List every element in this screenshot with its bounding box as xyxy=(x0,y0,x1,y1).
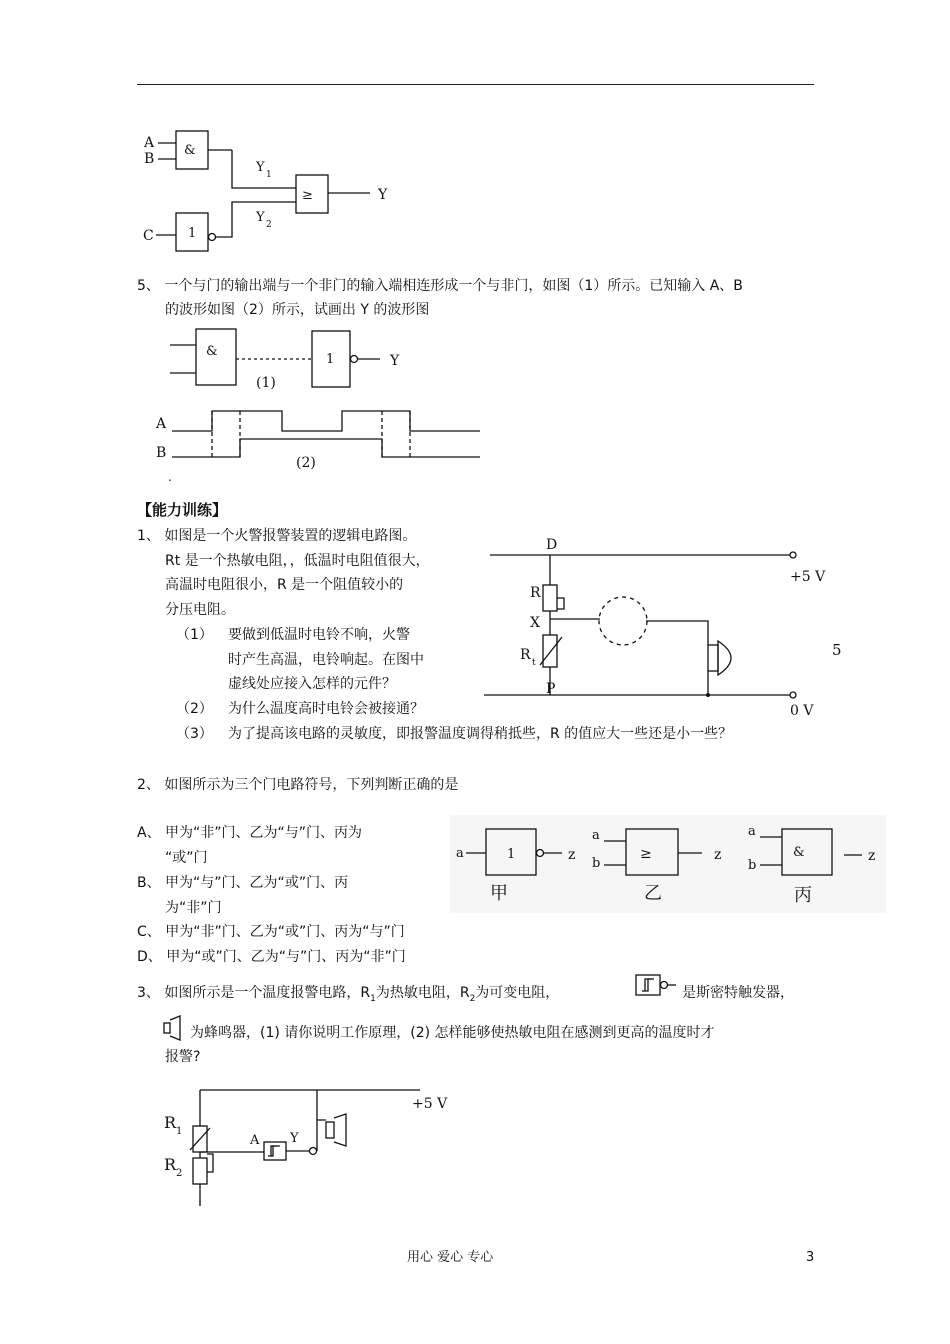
fire-alarm-circuit xyxy=(480,535,840,720)
svg-text:R: R xyxy=(164,1155,177,1174)
p2-option-b2: 为“非”门 xyxy=(165,900,222,916)
svg-text:A: A xyxy=(144,135,155,151)
svg-text:R: R xyxy=(520,647,531,663)
svg-text:Y: Y xyxy=(290,1131,299,1146)
p2-option-a2: “或”门 xyxy=(165,850,208,866)
svg-text:Y: Y xyxy=(390,353,400,369)
svg-text:b: b xyxy=(592,856,601,871)
p2-option-d: D、 甲为“或”门、乙为“与”门、丙为“非”门 xyxy=(137,949,406,965)
p2-option-b1: B、 甲为“与”门、乙为“或”门、丙 xyxy=(137,875,349,891)
svg-text:1: 1 xyxy=(507,847,516,862)
p1-line3: 高温时电阻很小，R 是一个阻值较小的 xyxy=(165,577,404,593)
schmitt-trigger-icon xyxy=(634,973,680,999)
header-rule xyxy=(137,84,814,85)
svg-text:B: B xyxy=(144,151,155,167)
p1-sub1-line1: 要做到低温时电铃不响，火警 xyxy=(228,627,410,643)
svg-text:Y: Y xyxy=(256,210,265,225)
svg-text:R: R xyxy=(530,585,541,601)
p1-sub2-num: （2） xyxy=(176,701,213,717)
svg-text:P: P xyxy=(546,681,556,697)
svg-text:丙: 丙 xyxy=(794,885,812,906)
p3-line3: 报警? xyxy=(165,1049,201,1065)
p3-line1-end: 是斯密特触发器， xyxy=(682,985,794,1001)
p1-line4: 分压电阻。 xyxy=(165,602,235,618)
svg-text:X: X xyxy=(530,615,540,631)
svg-text:D: D xyxy=(546,537,558,553)
p1-sub1-num: （1） xyxy=(176,627,213,643)
svg-text:甲: 甲 xyxy=(490,883,508,904)
p1-sub1-line3: 虚线处应接入怎样的元件？ xyxy=(228,676,396,692)
p2-option-c: C、 甲为“非”门、乙为“或”门、丙为“与”门 xyxy=(137,924,405,940)
svg-text:+5 V: +5 V xyxy=(790,569,826,585)
svg-text:&: & xyxy=(184,143,196,158)
nand-figure xyxy=(156,325,500,485)
p1-sub2: 为什么温度高时电铃会被接通？ xyxy=(228,701,424,717)
q5-line2: 的波形如图（2）所示，试画出 Y 的波形图 xyxy=(165,302,430,318)
page-number: 3 xyxy=(806,1250,815,1265)
svg-text:a: a xyxy=(748,824,756,839)
p2-question: 2、 如图所示为三个门电路符号，下列判断正确的是 xyxy=(137,777,459,793)
svg-text:Y: Y xyxy=(256,160,265,175)
svg-text:z: z xyxy=(714,847,722,863)
svg-text:a: a xyxy=(456,846,464,861)
p2-option-a1: A、 甲为“非”门、乙为“与”门、丙为 xyxy=(137,825,363,841)
svg-text:≥: ≥ xyxy=(302,188,313,203)
p1-sub1-line2: 时产生高温，电铃响起。在图中 xyxy=(228,652,424,668)
svg-text:2: 2 xyxy=(266,220,272,230)
svg-text:1: 1 xyxy=(176,1126,183,1137)
svg-text:Y: Y xyxy=(378,187,388,203)
svg-text:0 V: 0 V xyxy=(790,703,814,719)
svg-text:1: 1 xyxy=(266,170,272,180)
svg-text:≥: ≥ xyxy=(640,846,652,862)
p3-line2: 为蜂鸣器，(1) 请你说明工作原理，(2) 怎样能够使热敏电阻在感测到更高的温度时才 xyxy=(190,1025,715,1041)
svg-text:b: b xyxy=(748,858,757,873)
section-title: 【能力训练】 xyxy=(137,501,228,519)
three-gates-figure xyxy=(450,815,890,915)
buzzer-icon xyxy=(162,1016,188,1040)
logic-circuit-figure xyxy=(140,125,400,250)
p1-line2: Rt 是一个热敏电阻，，低温时电阻值很大， xyxy=(165,553,430,569)
p3-line1: 3、 如图所示是一个温度报警电路，$R_1$为热敏电阻，$R_2$为可变电阻， xyxy=(137,985,560,1004)
svg-text:乙: 乙 xyxy=(644,883,662,904)
svg-text:&: & xyxy=(206,344,218,359)
svg-text:t: t xyxy=(532,658,536,668)
svg-text:2: 2 xyxy=(176,1168,183,1179)
p1-sub3: 为了提高该电路的灵敏度，即报警温度调得稍抵些，R 的值应大一些还是小一些？ xyxy=(228,726,733,742)
svg-text:R: R xyxy=(164,1113,177,1132)
svg-text:A: A xyxy=(250,1133,260,1148)
temperature-alarm-circuit xyxy=(160,1080,460,1210)
svg-text:C: C xyxy=(143,228,154,244)
footer-slogan: 用心 爱心 专心 xyxy=(407,1250,494,1265)
q5-line1: 5、 一个与门的输出端与一个非门的输入端相连形成一个与非门，如图（1）所示。已知输入 A、B xyxy=(137,278,743,294)
svg-text:5: 5 xyxy=(832,641,842,659)
p1-sub3-num: （3） xyxy=(176,726,213,742)
svg-text:(1): (1) xyxy=(256,375,276,391)
svg-text:1: 1 xyxy=(326,352,335,367)
svg-text:1: 1 xyxy=(188,226,197,241)
svg-text:(2): (2) xyxy=(296,455,316,471)
svg-text:z: z xyxy=(568,847,576,863)
svg-text:.: . xyxy=(168,470,172,484)
p1-line1: 1、 如图是一个火警报警装置的逻辑电路图。 xyxy=(137,528,417,544)
svg-text:+5 V: +5 V xyxy=(412,1096,448,1112)
svg-text:a: a xyxy=(592,828,600,843)
svg-text:&: & xyxy=(793,845,805,860)
svg-text:B: B xyxy=(156,445,167,461)
svg-text:A: A xyxy=(156,416,167,432)
svg-text:z: z xyxy=(868,848,876,864)
